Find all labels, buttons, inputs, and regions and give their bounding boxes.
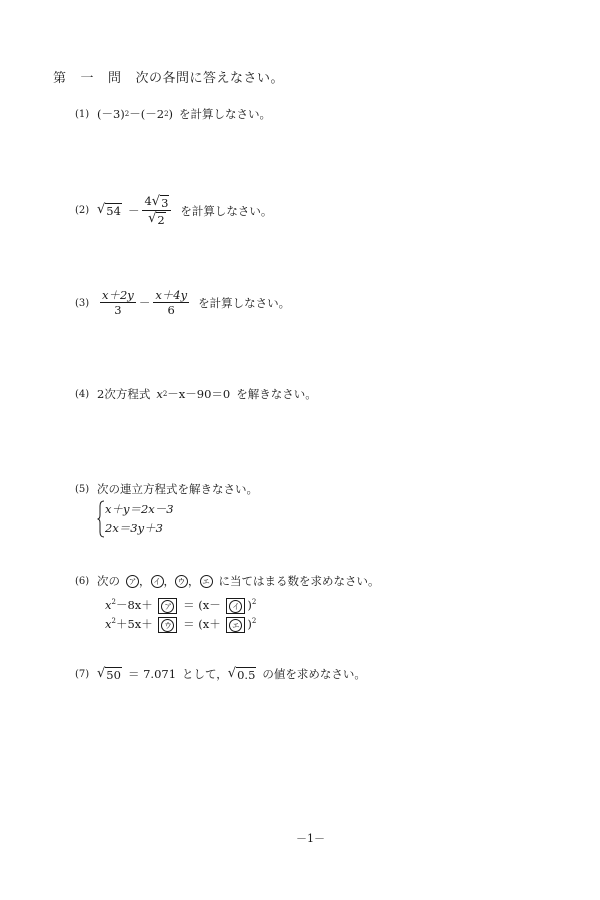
question-3 [75,288,290,318]
q3-fraction-1 [100,288,136,318]
q2-den-root: 2 [157,213,165,227]
blank-e-marker: エ [200,575,213,588]
q1-instruction: を計算しなさい。 [179,107,272,121]
question-6 [75,573,380,589]
blank-u-box [158,617,177,633]
q3-instruction: を計算しなさい。 [198,296,291,310]
q6-eq1-c: ＝ (x－ [183,598,221,612]
system-line-2: 2x＝3y＋3 [105,521,163,535]
q2-num-coef: 4 [144,194,152,208]
sqrt-50: √ 50 [97,665,121,682]
q7-root1: 50 [106,667,121,682]
q4-instruction: を解きなさい。 [236,387,317,401]
q4-prefix: 2次方程式 [97,387,151,401]
q2-minus: － [127,203,140,218]
question-number: (6) [75,575,90,587]
heading-label-3: 問 [108,71,122,86]
q6-instruction: に当てはまる数を求めなさい。 [218,574,380,588]
sep: ， [188,574,200,588]
q6-eq2-a: x [105,617,112,631]
q6-equation-1 [105,597,256,614]
question-number: (1) [75,108,90,120]
question-number: (2) [75,205,90,216]
q7-equals: ＝ 7.071 [127,667,177,681]
question-number: (7) [75,668,90,680]
q3-fraction-2 [153,288,189,318]
q3-f1-num: x＋2y [102,288,134,302]
question-5 [75,481,258,497]
heading-label-1: 第 [53,71,67,86]
question-number: (4) [75,388,90,400]
heading-label-2: 一 [80,71,95,86]
sep: ， [163,574,175,588]
question-number: (3) [75,297,90,309]
q6-eq2-exp2: 2 [251,617,257,625]
q2-instruction: を計算しなさい。 [180,203,273,218]
q1-close: ) [168,107,174,121]
q6-eq1-exp2: 2 [251,598,257,606]
blank-e-box [226,617,245,633]
q2-fraction: 4 √ 3 √ 2 [142,194,171,227]
equation-system [97,500,177,538]
q6-eq1-b: －8x＋ [115,598,153,612]
q6-eq1-exp: 2 [111,598,116,606]
blank-a-marker: ア [126,575,139,588]
q7-instruction: の値を求めなさい。 [262,667,366,681]
section-heading [53,67,284,86]
blank-i-label: イ [229,600,242,613]
q3-f2-num: x＋4y [155,288,188,302]
q3-f1-den: 3 [114,303,122,317]
q3-f2-den: 6 [167,303,175,317]
question-7 [75,666,366,682]
q4-eq-b: －x－90＝0 [167,387,231,401]
q6-eq1-a: x [105,598,112,612]
q1-term-b: －(－2 [129,107,165,121]
sep: ， [139,574,151,588]
heading-text: 次の各問に答えなさい。 [135,71,285,86]
q7-middle: として， [182,667,228,681]
q6-eq1-d: ) [247,598,252,612]
q6-prefix: 次の [97,574,120,588]
q5-text: 次の連立方程式を解きなさい。 [97,482,258,496]
blank-u-label: ウ [161,619,174,632]
system-line-1: x＋y＝2x－3 [105,502,174,516]
blank-a-label: ア [161,600,174,613]
blank-i-box [226,598,245,614]
q7-root2: 0.5 [237,667,256,682]
question-4: (4) 2次方程式 x 2 －x－90＝0 を解きなさい。 [75,387,317,401]
question-2 [75,194,272,227]
brace-icon [97,500,105,538]
question-1: (1) (－3) 2 －(－2 2 ) を計算しなさい。 [75,107,272,121]
q4-eq-a: x [156,387,163,401]
blank-e-label: エ [229,619,242,632]
q6-equation-2 [105,616,256,633]
question-number: (5) [75,483,90,495]
q6-eq2-b: ＋5x＋ [115,617,153,631]
q6-eq2-d: ) [247,617,252,631]
q2-root1: 54 [106,204,121,218]
q6-eq2-exp: 2 [111,617,116,625]
q1-term-a: (－3) [97,107,125,121]
page-number: －1－ [296,832,325,845]
q6-eq2-c: ＝ (x＋ [183,617,221,631]
blank-u-marker: ウ [175,575,188,588]
blank-i-marker: イ [151,575,164,588]
q2-num-root: 3 [161,196,169,210]
q3-minus: － [138,296,151,310]
sqrt-54: √ 54 [97,202,121,218]
sqrt-0-5: √ 0.5 [227,665,256,682]
blank-a-box [158,598,177,614]
